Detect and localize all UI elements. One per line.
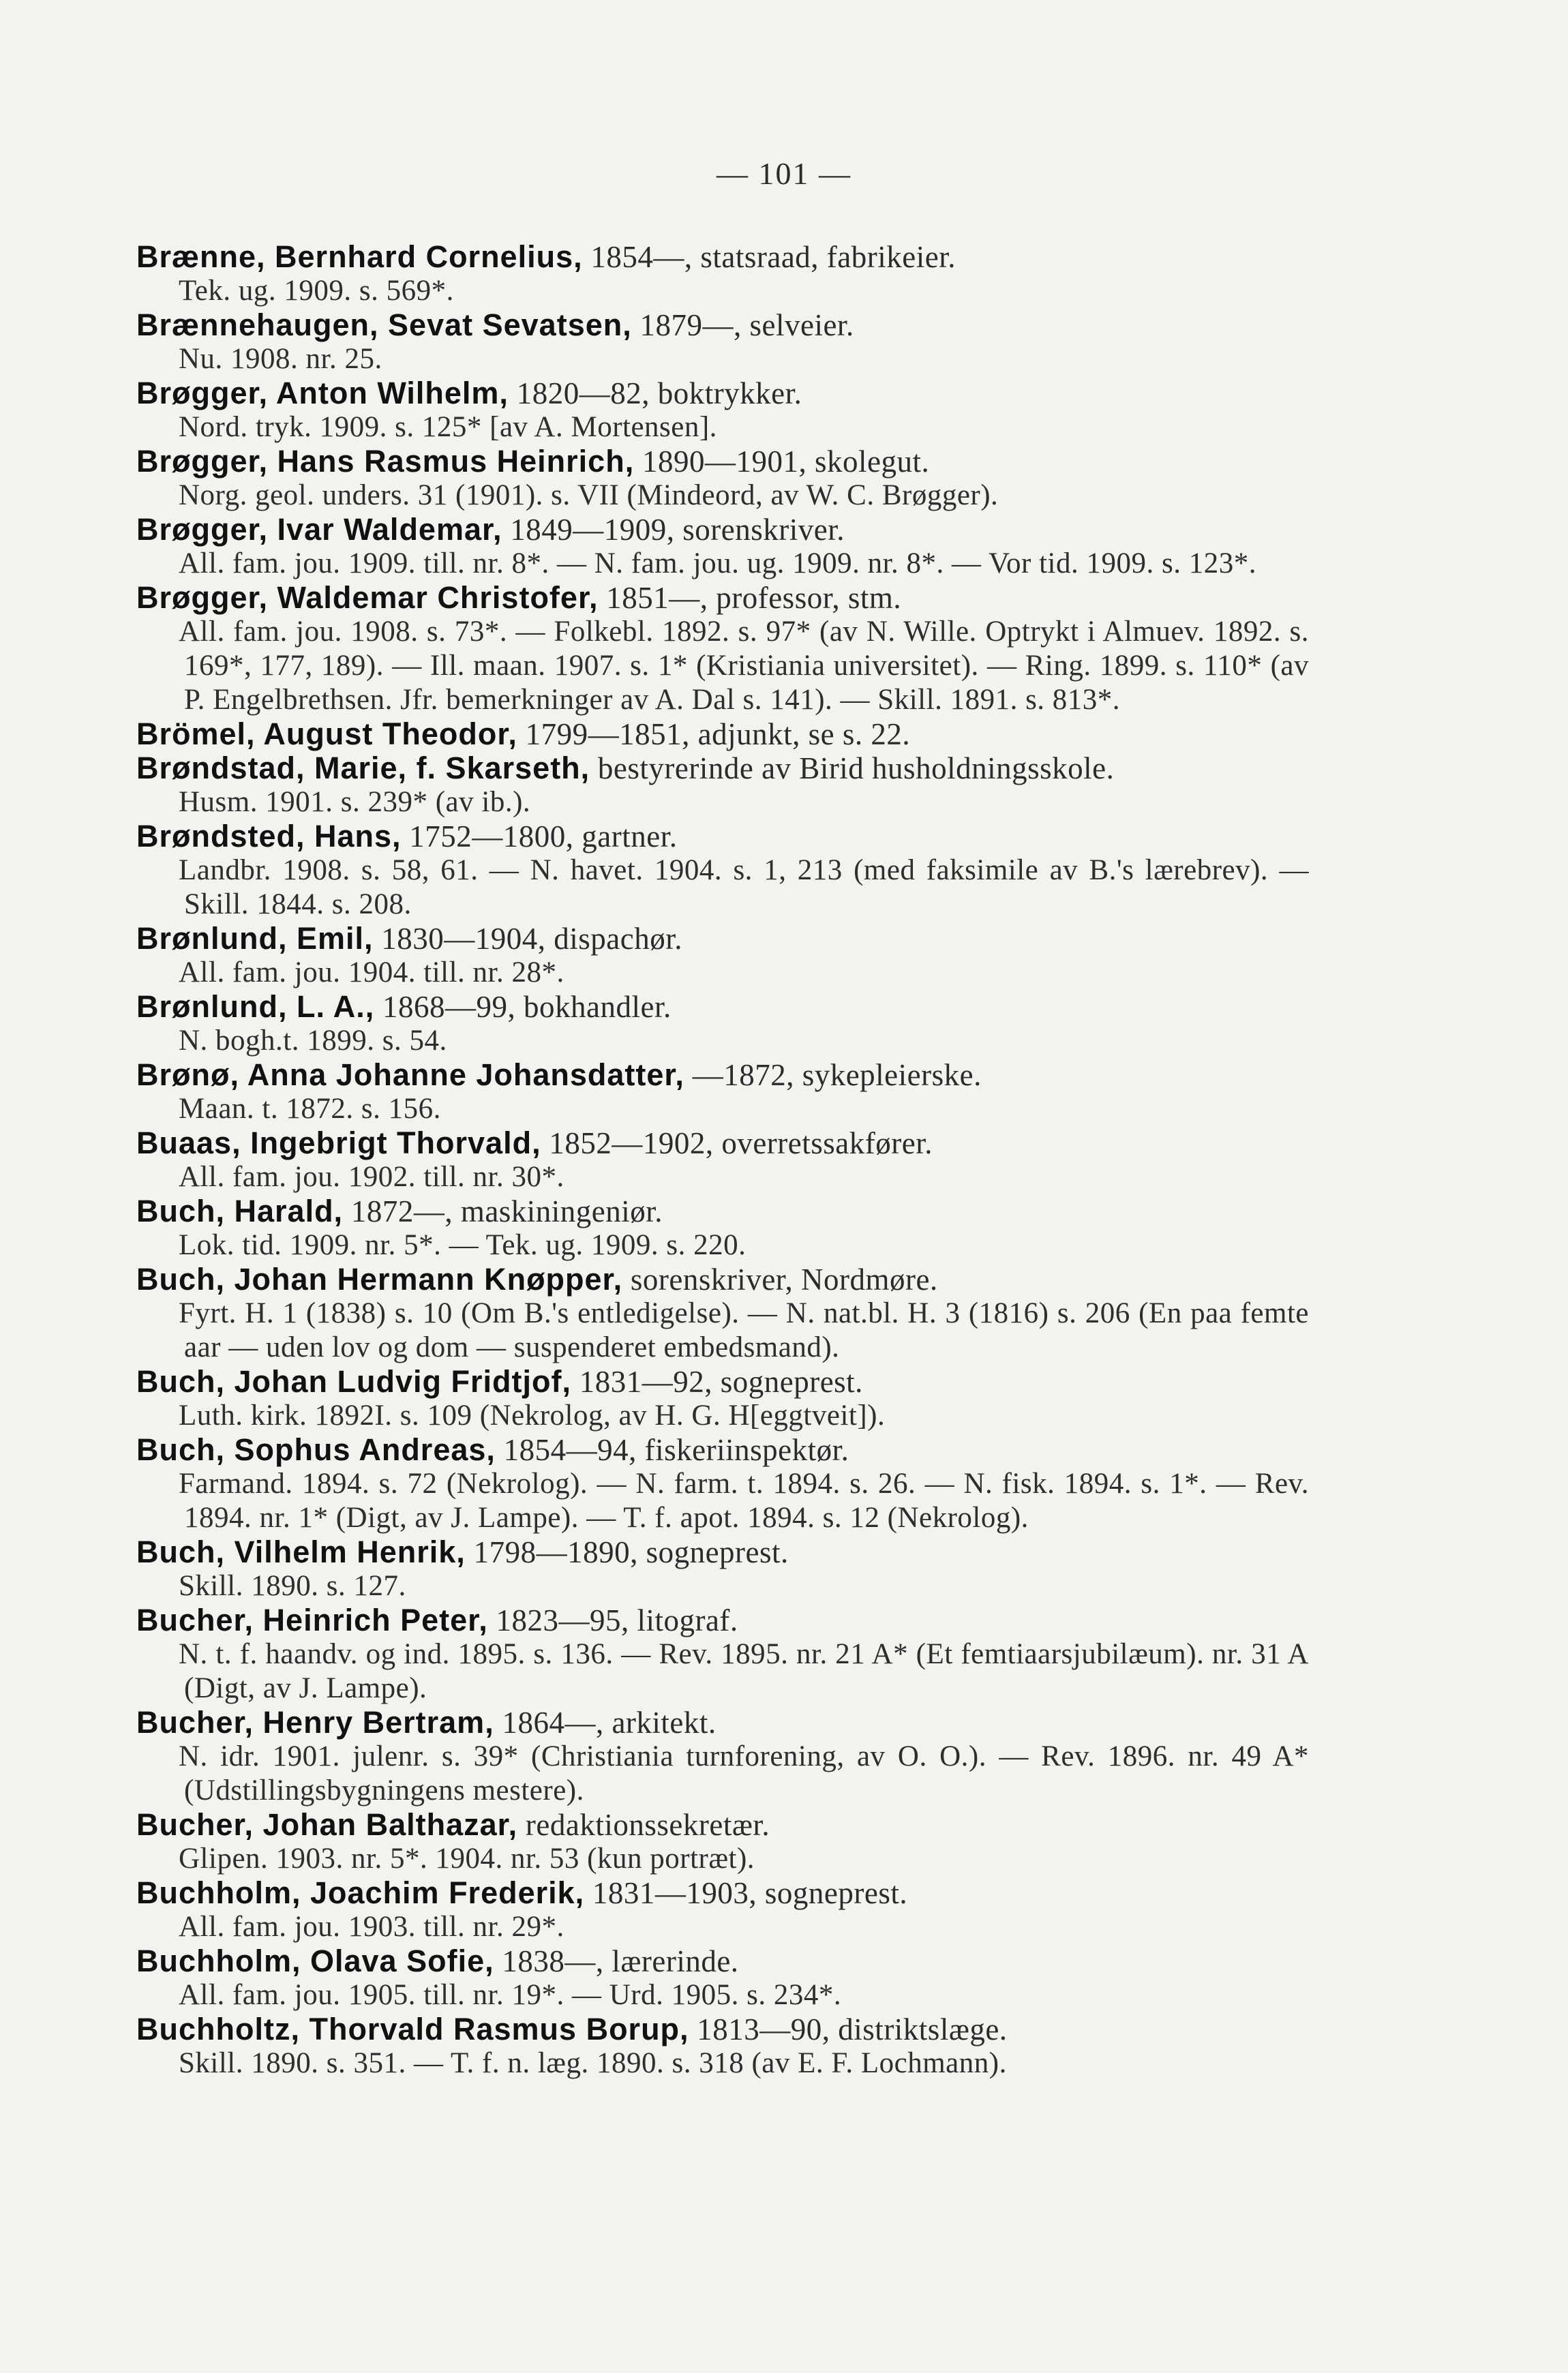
entry-details: 1830—1904, dispachør. (373, 922, 682, 956)
entry-details: 1872—, maskiningeniør. (343, 1194, 663, 1228)
entry-name: Brøndstad, Marie, f. Skarseth, (136, 751, 590, 785)
entry-name: Brøgger, Ivar Waldemar, (136, 512, 502, 547)
page-number: — 101 — (717, 156, 851, 191)
entry (136, 1944, 1309, 2012)
entry (136, 1058, 1309, 1126)
entry (136, 444, 1309, 513)
entry-details: 1799—1851, adjunkt, se s. 22. (517, 717, 911, 751)
entry-details: sorenskriver, Nordmøre. (622, 1263, 938, 1297)
entry-name: Buch, Johan Ludvig Fridtjof, (136, 1364, 571, 1399)
entry-name: Bucher, Johan Balthazar, (136, 1807, 518, 1842)
entry-references: Lok. tid. 1909. nr. 5*. — Tek. ug. 1909. s. 220. (179, 1229, 747, 1261)
entry-name: Brøgger, Hans Rasmus Heinrich, (136, 444, 635, 479)
entry-references: Nu. 1908. nr. 25. (179, 343, 382, 375)
entry-name: Buchholm, Joachim Frederik, (136, 1875, 585, 1910)
entry-name: Brænne, Bernhard Cornelius, (136, 239, 583, 274)
entry-name: Buch, Sophus Andreas, (136, 1432, 496, 1467)
entry (136, 2012, 1309, 2081)
entry-details: 1864—, arkitekt. (494, 1706, 717, 1740)
entry-name: Brønlund, L. A., (136, 989, 375, 1024)
entry (136, 819, 1309, 922)
entry-references: Fyrt. H. 1 (1838) s. 10 (Om B.'s entledigelse). — N. nat.bl. H. 3 (1816) s. 206 (En paa femte aar — uden lov og dom — suspenderet embedsmand). (179, 1297, 1309, 1363)
entry-details: 1854—94, fiskeriinspektør. (495, 1433, 849, 1467)
entry-references: N. bogh.t. 1899. s. 54. (179, 1025, 447, 1057)
entry-references: All. fam. jou. 1905. till. nr. 19*. — Urd. 1905. s. 234*. (179, 1979, 842, 2011)
entry-name: Buch, Vilhelm Henrik, (136, 1535, 466, 1569)
entry-details: 1879—, selveier. (631, 308, 854, 342)
entry (136, 717, 1309, 751)
entry-references: Landbr. 1908. s. 58, 61. — N. havet. 1904. s. 1, 213 (med faksimile av B.'s lærebrev). — Skill. 1844. s. 208. (179, 854, 1309, 920)
entry-references: Luth. kirk. 1892I. s. 109 (Nekrolog, av H. G. H[eggtveit]). (179, 1400, 886, 1432)
entry (136, 1535, 1309, 1603)
entry (136, 581, 1309, 717)
entry-name: Brömel, August Theodor, (136, 716, 517, 751)
entry (136, 1365, 1309, 1433)
entry-name: Bucher, Heinrich Peter, (136, 1603, 488, 1637)
entry-details: 1890—1901, skolegut. (634, 444, 930, 479)
entry-list (136, 240, 1309, 2081)
entry-references: Tek. ug. 1909. s. 569*. (179, 275, 454, 307)
entry-references: All. fam. jou. 1904. till. nr. 28*. (179, 956, 564, 988)
entry-details: 1831—1903, sogneprest. (584, 1876, 908, 1910)
entry-references: Maan. t. 1872. s. 156. (179, 1093, 441, 1125)
entry (136, 1706, 1309, 1808)
entry-name: Brøgger, Waldemar Christofer, (136, 580, 599, 615)
entry (136, 1876, 1309, 1944)
entry-details: 1820—82, boktrykker. (508, 376, 802, 410)
entry (136, 376, 1309, 444)
entry-details: 1813—90, distriktslæge. (689, 2012, 1008, 2046)
entry-details: 1823—95, litograf. (487, 1603, 738, 1637)
entry (136, 1126, 1309, 1194)
entry-name: Buch, Harald, (136, 1194, 344, 1228)
entry (136, 922, 1309, 990)
entry-references: Glipen. 1903. nr. 5*. 1904. nr. 53 (kun portræt). (179, 1843, 755, 1875)
entry-name: Brønø, Anna Johanne Johansdatter, (136, 1057, 684, 1092)
entry-name: Buaas, Ingebrigt Thorvald, (136, 1125, 541, 1160)
entry-references: Skill. 1890. s. 127. (179, 1570, 406, 1602)
entry-references: Nord. tryk. 1909. s. 125* [av A. Mortensen]. (179, 411, 717, 443)
entry-details: 1851—, professor, stm. (598, 581, 902, 615)
entry-name: Buchholm, Olava Sofie, (136, 1944, 494, 1978)
entry-references: All. fam. jou. 1909. till. nr. 8*. — N. fam. jou. ug. 1909. nr. 8*. — Vor tid. 1909. s. 123*. (179, 547, 1256, 579)
entry-references: Skill. 1890. s. 351. — T. f. n. læg. 1890. s. 318 (av E. F. Lochmann). (179, 2047, 1007, 2079)
entry (136, 240, 1309, 308)
entry-references: All. fam. jou. 1903. till. nr. 29*. (179, 1911, 564, 1943)
entry (136, 1194, 1309, 1263)
entry-name: Brønlund, Emil, (136, 921, 374, 956)
entry (136, 1263, 1309, 1365)
entry (136, 308, 1309, 376)
entry (136, 990, 1309, 1058)
entry (136, 1603, 1309, 1706)
entry-references: All. fam. jou. 1902. till. nr. 30*. (179, 1161, 564, 1193)
entry-details: 1838—, lærerinde. (494, 1944, 739, 1978)
entry-details: 1798—1890, sogneprest. (465, 1535, 789, 1569)
entry-name: Buchholtz, Thorvald Rasmus Borup, (136, 2012, 689, 2046)
entry-references: Farmand. 1894. s. 72 (Nekrolog). — N. farm. t. 1894. s. 26. — N. fisk. 1894. s. 1*. — Rev. 1894. nr. 1* (Digt, av J. Lampe). — T. f. apot. 1894. s. 12 (Nekrolog). (179, 1468, 1309, 1534)
entry-references: Norg. geol. unders. 31 (1901). s. VII (Mindeord, av W. C. Brøgger). (179, 479, 999, 511)
entry (136, 1433, 1309, 1535)
entry-details: 1752—1800, gartner. (401, 819, 678, 853)
entry-details: 1854—, statsraad, fabrikeier. (582, 240, 956, 274)
entry-name: Brænnehaugen, Sevat Sevatsen, (136, 307, 632, 342)
entry-details: —1872, sykepleierske. (684, 1058, 982, 1092)
entry-references: N. t. f. haandv. og ind. 1895. s. 136. — Rev. 1895. nr. 21 A* (Et femtiaarsjubilæum). nr. 31 A (Digt, av J. Lampe). (179, 1638, 1309, 1704)
entry-name: Brøgger, Anton Wilhelm, (136, 376, 509, 410)
entry-references: Husm. 1901. s. 239* (av ib.). (179, 786, 531, 818)
entry-details: bestyrerinde av Birid husholdningsskole. (590, 751, 1115, 785)
entry-details: 1831—92, sogneprest. (571, 1365, 863, 1399)
entry-references: All. fam. jou. 1908. s. 73*. — Folkebl. 1892. s. 97* (av N. Wille. Optrykt i Almuev. 1892. s. 169*, 177, 189). — Ill. maan. 1907. s. 1* (Kristiania universitet). — Ring. 1899. s. 110* (av P. Engelbrethsen. Jfr. bemerkninger av A. Dal s. 141). — Skill. 1891. s. 813*. (179, 616, 1309, 716)
entry-details: 1868—99, bokhandler. (374, 990, 672, 1024)
entry (136, 751, 1309, 819)
entry (136, 1808, 1309, 1876)
entry-name: Bucher, Henry Bertram, (136, 1705, 494, 1740)
entry-details: 1849—1909, sorenskriver. (502, 513, 845, 547)
entry-name: Buch, Johan Hermann Knøpper, (136, 1262, 623, 1297)
entry-name: Brøndsted, Hans, (136, 819, 402, 853)
entry-details: 1852—1902, overretssakfører. (541, 1126, 933, 1160)
entry-details: redaktionssekretær. (517, 1808, 770, 1842)
entry (136, 513, 1309, 581)
entry-references: N. idr. 1901. julenr. s. 39* (Christiania turnforening, av O. O.). — Rev. 1896. nr. 49 A* (Udstillingsbygningens mestere). (179, 1740, 1309, 1807)
